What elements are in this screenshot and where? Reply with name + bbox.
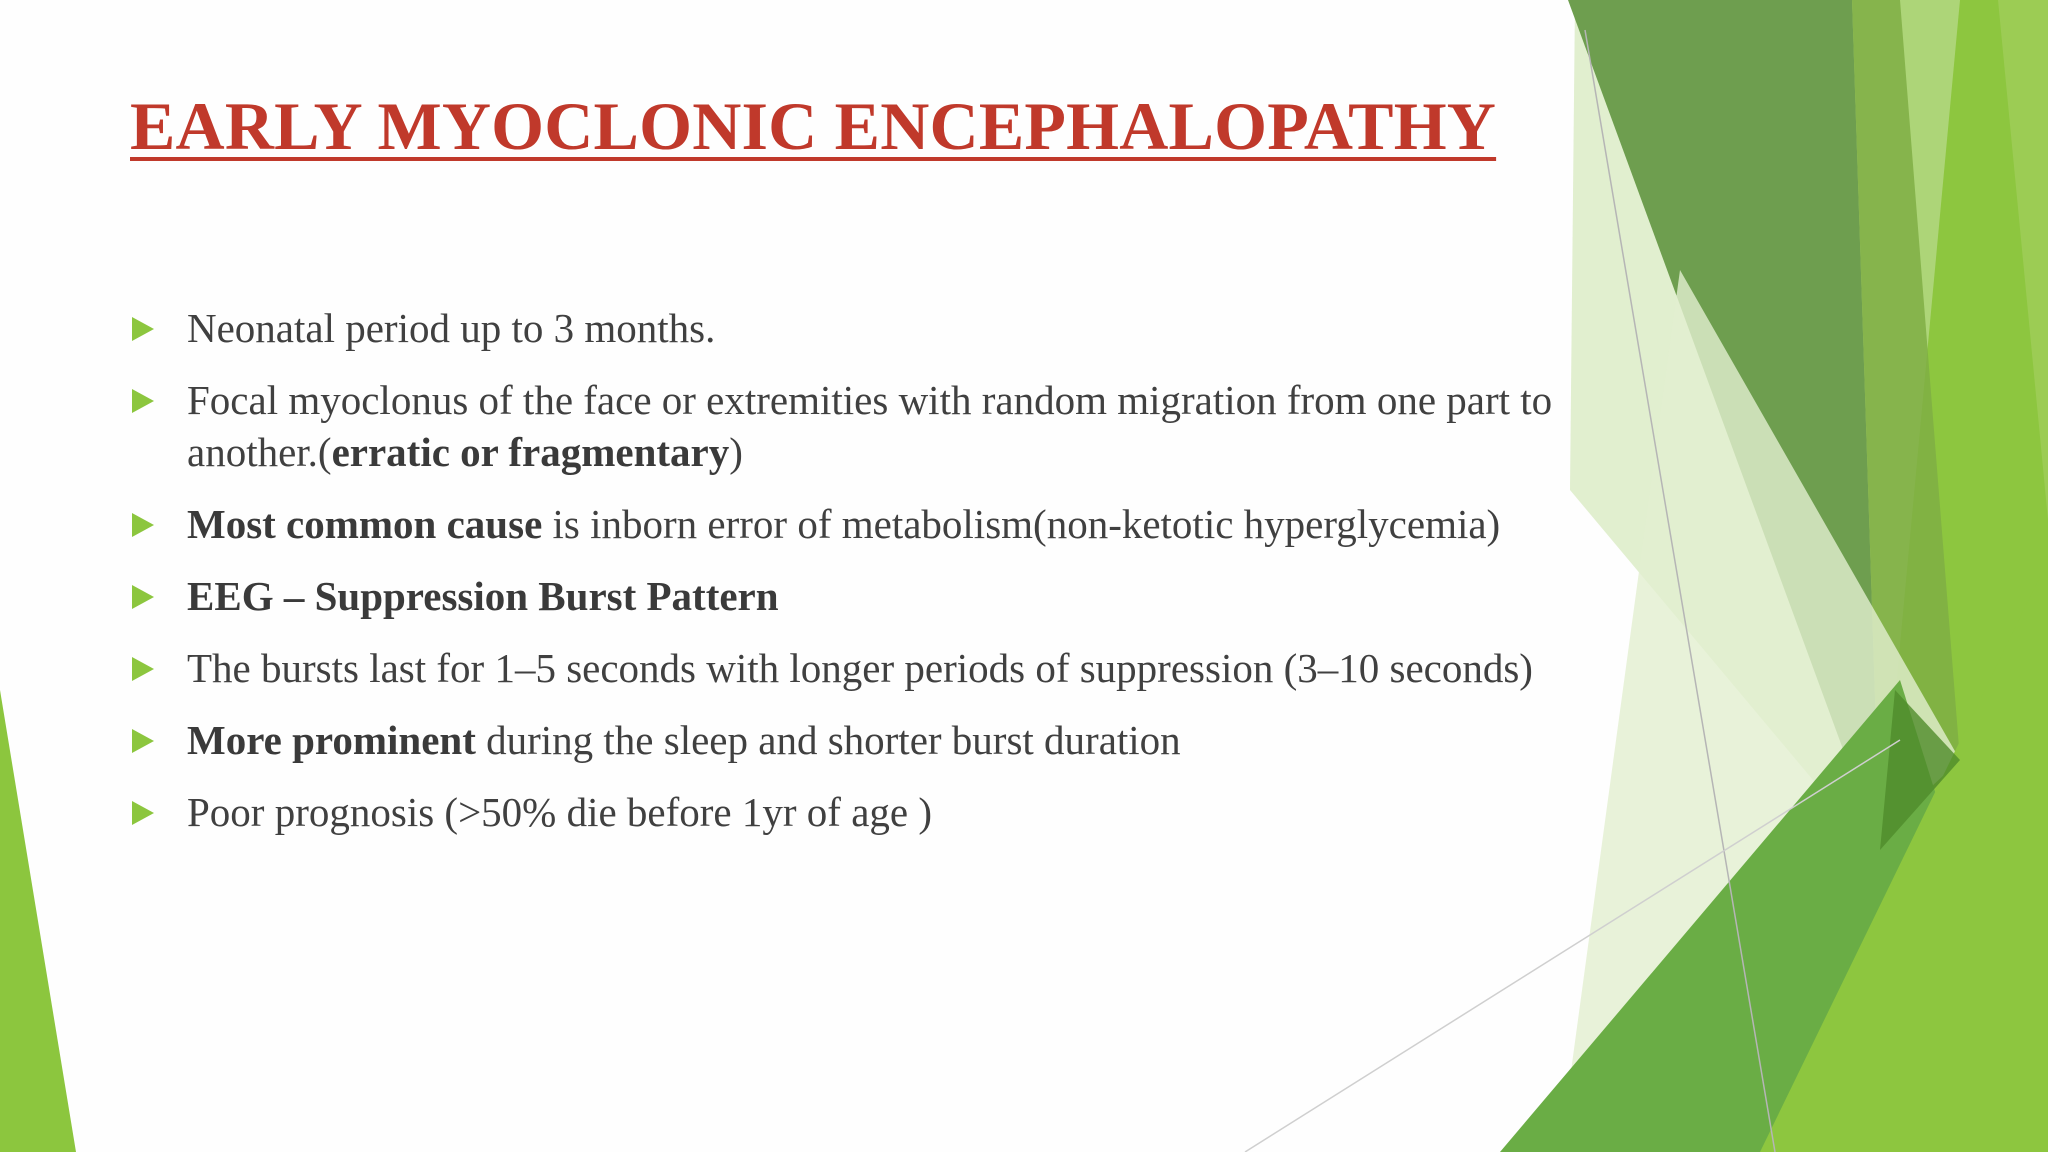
triangle-bullet-icon [132,389,154,413]
bullet-text: Neonatal period up to 3 months. [187,305,716,351]
left-green-sliver [0,690,76,1152]
bullet-item [130,498,1610,550]
bullet-text: during the sleep and shorter burst duration [475,717,1181,763]
triangle-bullet-icon [132,657,154,681]
bullet-bold-text: EEG – Suppression Burst Pattern [187,573,779,619]
bullet-text: Poor prognosis (>50% die before 1yr of age ) [187,789,932,835]
bullet-text: Focal myoclonus of the face or extremities with random migration from one part to another.( [187,377,1553,475]
slide-title: EARLY MYOCLONIC ENCEPHALOPATHY [130,88,1497,164]
triangle-bullet-icon [132,317,154,341]
bullet-text: ) [729,429,743,475]
bullet-list [130,302,1610,858]
triangle-bullet-icon [132,729,154,753]
bullet-item [130,714,1610,766]
bullet-item [130,302,1610,354]
bullet-item [130,570,1610,622]
bullet-text: The bursts last for 1–5 seconds with longer periods of suppression (3–10 seconds) [187,645,1533,691]
triangle-bullet-icon [132,801,154,825]
bullet-bold-text: More prominent [187,717,476,763]
bullet-item [130,642,1610,694]
bullet-item [130,786,1610,838]
triangle-bullet-icon [132,585,154,609]
bullet-bold-text: erratic or fragmentary [331,429,730,475]
bullet-bold-text: Most common cause [187,501,543,547]
bullet-text: is inborn error of metabolism(non-ketotic hyperglycemia) [542,501,1501,547]
bullet-item [130,374,1610,478]
triangle-bullet-icon [132,513,154,537]
